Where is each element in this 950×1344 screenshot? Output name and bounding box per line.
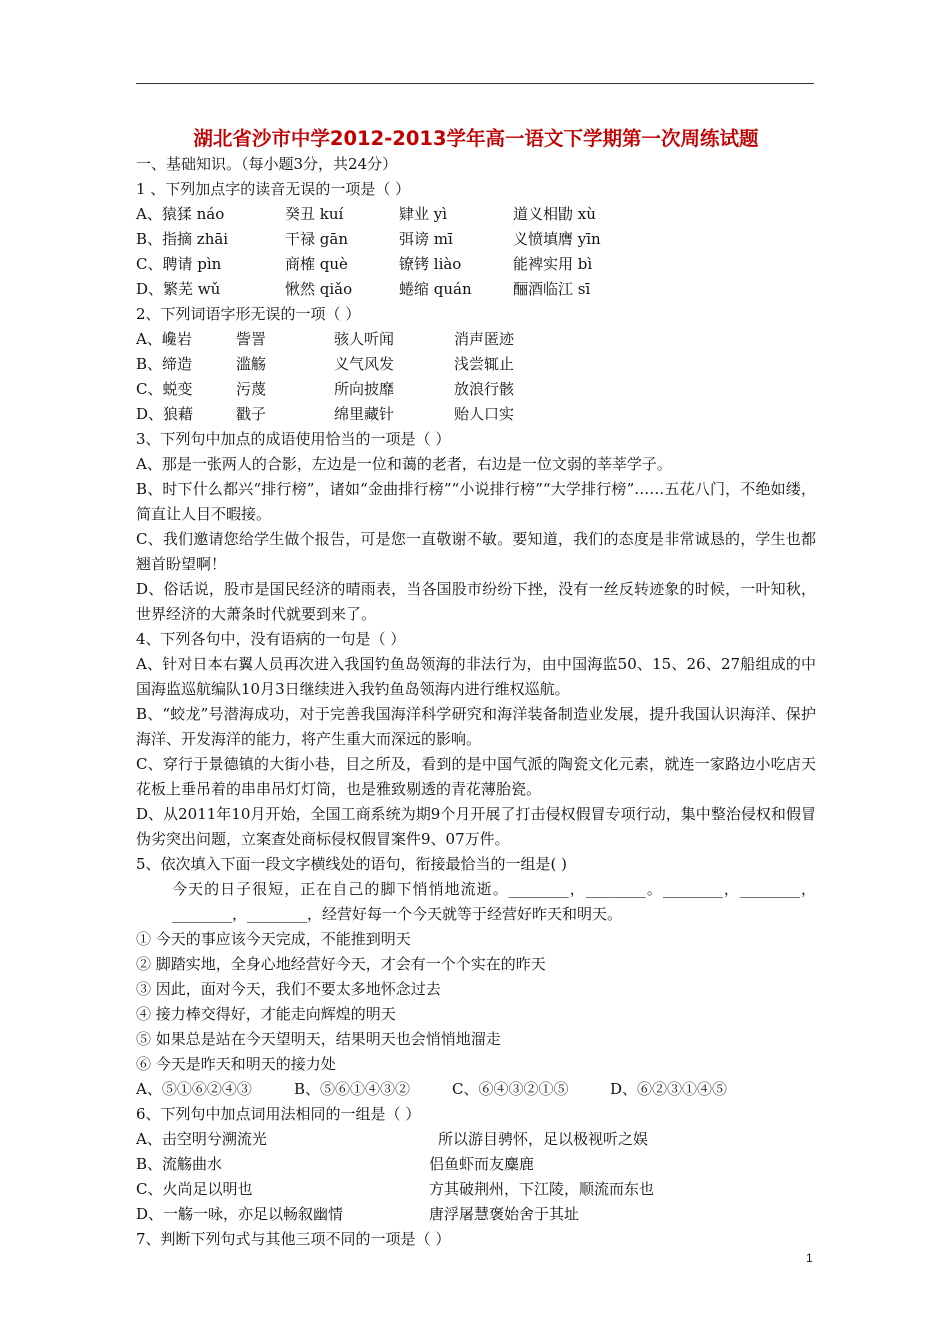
question-4-option-c: C、穿行于景德镇的大街小巷，目之所及，看到的是中国气派的陶瓷文化元素，就连一家路边小吃店天花板上垂吊着的串串吊灯灯筒，也是雅致剔透的青花薄胎瓷。 xyxy=(136,755,816,798)
option-cell: A、⑤①⑥②④③ xyxy=(136,1080,252,1098)
option-cell: D、狼藉 xyxy=(136,405,194,423)
question-6-stem: 6、下列句中加点词用法相同的一组是（ ） xyxy=(136,1105,421,1123)
option-cell: 唐浮屠慧褒始舍于其址 xyxy=(429,1205,580,1223)
option-cell: 道义相勖 xù xyxy=(513,205,596,223)
question-5-item: ① 今天的事应该今天完成，不能推到明天 xyxy=(136,930,411,948)
question-3-stem: 3、下列句中加点的成语使用恰当的一项是（ ） xyxy=(136,430,451,448)
question-6-row xyxy=(136,1177,816,1202)
question-3-option-b: B、时下什么都兴“排行榜”，诸如“金曲排行榜”“小说排行榜”“大学排行榜”……五花八门，不绝如缕，简直让人目不暇接。 xyxy=(136,480,816,523)
page-title: 湖北省沙市中学2012-2013学年高一语文下学期第一次周练试题 xyxy=(193,127,759,150)
option-cell: C、聘请 pìn xyxy=(136,255,222,273)
question-4-stem: 4、下列各句中，没有语病的一句是（ ） xyxy=(136,630,406,648)
option-cell: 贻人口实 xyxy=(454,405,515,423)
question-4-option-b: B、“蛟龙”号潜海成功，对于完善我国海洋科学研究和海洋装备制造业发展，提升我国认识海洋、保护海洋、开发海洋的能力，将产生重大而深远的影响。 xyxy=(136,705,816,748)
question-2-row xyxy=(136,352,816,377)
question-5-stem: 5、依次填入下面一段文字横线处的语句，衔接最恰当的一组是( ) xyxy=(136,855,568,873)
option-cell: 肄业 yì xyxy=(399,205,448,223)
option-cell: 所以游目骋怀，足以极视听之娱 xyxy=(438,1130,649,1148)
option-cell: 酾酒临江 sī xyxy=(513,280,591,298)
question-5-item: ② 脚踏实地，全身心地经营好今天，才会有一个个实在的昨天 xyxy=(136,955,546,973)
option-cell: 訾詈 xyxy=(236,330,267,348)
section-heading: 一、基础知识。（每小题3分，共24分） xyxy=(136,155,398,173)
option-cell: 浅尝辄止 xyxy=(454,355,515,373)
question-6-row xyxy=(136,1127,816,1152)
question-1-stem: 1 、下列加点字的读音无误的一项是（ ） xyxy=(136,180,411,198)
question-5-item: ④ 接力棒交得好，才能走向辉煌的明天 xyxy=(136,1005,396,1023)
option-cell: 能裨实用 bì xyxy=(513,255,593,273)
option-cell: B、缔造 xyxy=(136,355,193,373)
option-cell: 放浪行骸 xyxy=(454,380,515,398)
question-7-stem: 7、判断下列句式与其他三项不同的一项是（ ） xyxy=(136,1230,451,1248)
option-cell: D、一觞一咏，亦足以畅叙幽情 xyxy=(136,1205,344,1223)
question-5-item: ⑤ 如果总是站在今天望明天，结果明天也会悄悄地溜走 xyxy=(136,1030,501,1048)
option-cell: 骇人听闻 xyxy=(334,330,395,348)
option-cell: A、击空明兮溯流光 xyxy=(136,1130,267,1148)
option-cell: 戳子 xyxy=(236,405,267,423)
option-cell: 镣铐 liào xyxy=(399,255,462,273)
option-cell: A、巉岩 xyxy=(136,330,192,348)
page-number: 1 xyxy=(806,1251,813,1265)
question-5-options xyxy=(136,1077,816,1102)
question-3-option-d: D、俗话说，股市是国民经济的晴雨表，当各国股市纷纷下挫，没有一丝反转迹象的时候，一叶知秋，世界经济的大萧条时代就要到来了。 xyxy=(136,580,816,623)
option-cell: 蜷缩 quán xyxy=(399,280,472,298)
option-cell: 商榷 què xyxy=(285,255,348,273)
question-2-stem: 2、下列词语字形无误的一项（ ） xyxy=(136,305,361,323)
question-1-row xyxy=(136,252,816,277)
question-6-row xyxy=(136,1202,816,1227)
option-cell: B、指摘 zhāi xyxy=(136,230,229,248)
option-cell: D、⑥②③①④⑤ xyxy=(610,1080,728,1098)
option-cell: 消声匿迹 xyxy=(454,330,515,348)
header-rule xyxy=(136,83,814,84)
question-6-row xyxy=(136,1152,816,1177)
option-cell: D、繁芜 wǔ xyxy=(136,280,221,298)
option-cell: 干禄 gān xyxy=(285,230,348,248)
option-cell: 滥觞 xyxy=(236,355,267,373)
question-2-row xyxy=(136,377,816,402)
question-4-option-d: D、从2011年10月开始，全国工商系统为期9个月开展了打击侵权假冒专项行动，集中整治侵权和假冒伪劣突出问题，立案查处商标侵权假冒案件9、07万件。 xyxy=(136,805,816,848)
question-1-row xyxy=(136,227,816,252)
question-2-row xyxy=(136,327,816,352)
option-cell: 绵里藏针 xyxy=(334,405,395,423)
option-cell: 侣鱼虾而友麋鹿 xyxy=(429,1155,535,1173)
question-5-item: ⑥ 今天是昨天和明天的接力处 xyxy=(136,1055,336,1073)
question-1-row xyxy=(136,202,816,227)
document-body xyxy=(136,126,816,1252)
option-cell: C、⑥④③②①⑤ xyxy=(452,1080,569,1098)
question-3-option-a: A、那是一张两人的合影，左边是一位和蔼的老者，右边是一位文弱的莘莘学子。 xyxy=(136,455,672,473)
option-cell: B、流觞曲水 xyxy=(136,1155,223,1173)
question-1-row xyxy=(136,277,816,302)
question-5-passage: 今天的日子很短，正在自己的脚下悄悄地流逝。________，________。________，________，________，________，经营好每一个今天就等于经营好昨天和明天。 xyxy=(172,880,816,923)
option-cell: 义愤填膺 yīn xyxy=(513,230,601,248)
option-cell: A、猿猱 náo xyxy=(136,205,225,223)
option-cell: 弭谤 mī xyxy=(399,230,453,248)
question-3-option-c: C、我们邀请您给学生做个报告，可是您一直敬谢不敏。要知道，我们的态度是非常诚恳的，学生也都翘首盼望啊！ xyxy=(136,530,816,573)
option-cell: 所向披靡 xyxy=(334,380,395,398)
question-4-option-a: A、针对日本右翼人员再次进入我国钓鱼岛领海的非法行为，由中国海监50、15、26、27船组成的中国海监巡航编队10月3日继续进入我钓鱼岛领海内进行维权巡航。 xyxy=(136,655,816,698)
option-cell: B、⑤⑥①④③② xyxy=(294,1080,411,1098)
option-cell: 义气风发 xyxy=(334,355,395,373)
question-2-row xyxy=(136,402,816,427)
option-cell: C、火尚足以明也 xyxy=(136,1180,253,1198)
option-cell: 污蔑 xyxy=(236,380,267,398)
question-5-item: ③ 因此，面对今天，我们不要太多地怀念过去 xyxy=(136,980,441,998)
option-cell: 愀然 qiǎo xyxy=(285,280,353,298)
option-cell: 方其破荆州，下江陵，顺流而东也 xyxy=(429,1180,655,1198)
option-cell: 癸丑 kuí xyxy=(285,205,344,223)
option-cell: C、蜕变 xyxy=(136,380,193,398)
